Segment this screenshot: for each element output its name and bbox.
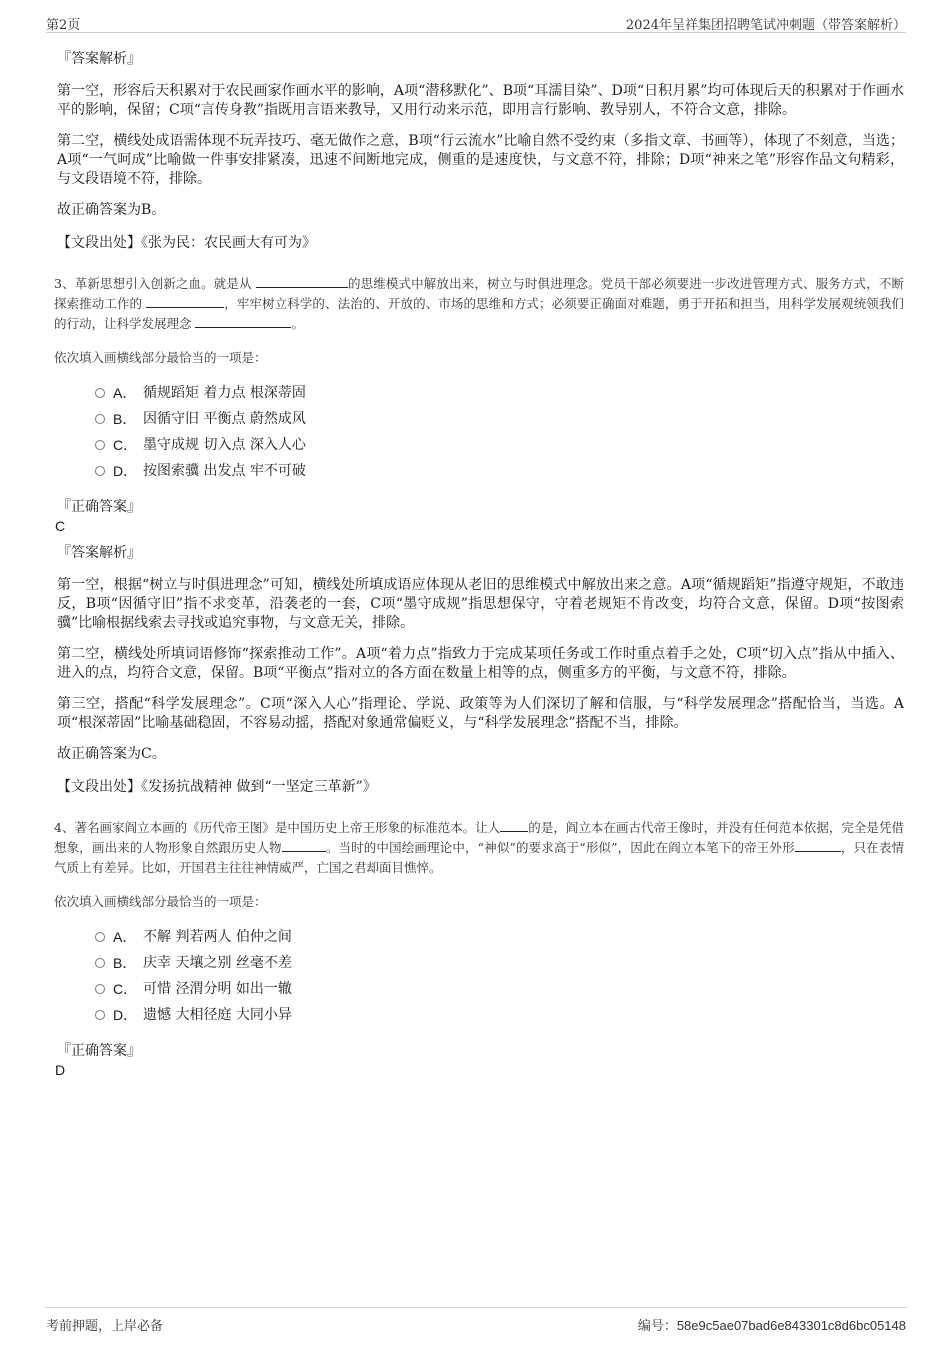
analysis-label: 『答案解析』 [57, 545, 141, 561]
question-instruction: 依次填入画横线部分最恰当的一项是： [54, 350, 267, 365]
option-d[interactable]: D． 按图索骥 出发点 牢不可破 [95, 458, 904, 484]
conclusion-paragraph: 故正确答案为B。 [57, 202, 166, 218]
document-id [638, 1315, 906, 1334]
radio-icon[interactable] [95, 958, 105, 968]
answer-blank [195, 315, 291, 328]
document-id-value: 58e9c5ae07bad6e843301c8d6bc05148 [676, 1318, 906, 1333]
analysis-paragraph: 第二空，横线处所填词语修饰“探索推动工作”。A项“着力点”指致力于完成某项任务或工作时重点着手之处，C项“切入点”指从中插入、进入的点，均符合文意，保留。B项“平衡点”指对立的各方面在数量上相等的点，侧重多方的平衡，与文意不符，排除。 [57, 646, 904, 681]
answer-blank [146, 295, 224, 308]
correct-answer: C [55, 518, 66, 534]
option-c[interactable]: C． 可惜 泾渭分明 如出一辙 [95, 976, 904, 1002]
correct-answer-label: 『正确答案』 [57, 499, 141, 515]
option-a[interactable]: A． 循规蹈矩 着力点 根深蒂固 [95, 380, 904, 406]
answer-blank [795, 839, 841, 852]
question-instruction: 依次填入画横线部分最恰当的一项是： [54, 894, 267, 909]
option-list [95, 924, 904, 1028]
analysis-paragraph: 第二空，横线处成语需体现不玩弄技巧、毫无做作之意，B项“行云流水”比喻自然不受约束（多指文章、书画等），体现了不刻意，当选；A项“一气呵成”比喻做一件事安排紧凑，迅速不间断地完成，侧重的是速度快，与文意不符，排除；D项“神来之笔”形容作品文句精彩，与文段语境不符，排除。 [57, 133, 904, 187]
radio-icon[interactable] [95, 440, 105, 450]
option-list [95, 380, 904, 484]
answer-blank [500, 819, 528, 832]
analysis-paragraph: 第三空，搭配“科学发展理念”。C项“深入人心”指理论、学说、政策等为人们深切了解和信服，与“科学发展理念”搭配恰当，当选。A项“根深蒂固”比喻基础稳固，不容易动摇，搭配对象通常偏贬义，与“科学发展理念”搭配不当，排除。 [57, 696, 904, 731]
question-stem-3: 3、革新思想引入创新之血。就是从 的思维模式中解放出来，树立与时俱进理念。党员干部必须要进一步改进管理方式、服务方式，不断探索推动工作的 ，牢牢树立科学的、法治的、开放的、市场的思维和方式；必须要正确面对难题，勇于开拓和担当，用科学发展观统领我们的行动，让科学发展理念 。 [54, 276, 904, 331]
radio-icon[interactable] [95, 388, 105, 398]
source-citation: 【文段出处】《张为民：农民画大有可为》 [57, 235, 316, 251]
document-id-label: 编号： [637, 1319, 677, 1334]
option-d[interactable]: D． 遗憾 大相径庭 大同小异 [95, 1002, 904, 1028]
radio-icon[interactable] [95, 414, 105, 424]
document-title: 2024年呈祥集团招聘笔试冲刺题（带答案解析） [625, 18, 906, 33]
analysis-label: 『答案解析』 [57, 51, 141, 67]
source-citation: 【文段出处】《发扬抗战精神 做到“一坚定三革新”》 [57, 779, 377, 795]
radio-icon[interactable] [95, 466, 105, 476]
conclusion-paragraph: 故正确答案为C。 [57, 746, 166, 762]
option-a[interactable]: A． 不解 判若两人 伯仲之间 [95, 924, 904, 950]
page-header [46, 10, 906, 33]
correct-answer: D [55, 1062, 66, 1078]
question-stem-4: 4、著名画家阎立本画的《历代帝王图》是中国历史上帝王形象的标准范本。让人 的是，阎立本在画古代帝王像时，并没有任何范本依据，完全是凭借想象，画出来的人物形象自然跟历史人物 。当时的中国绘画理论中，“神似”的要求高于“形似”，因此在阎立本笔下的帝王外形 ，只在表情气质上有差异。比如，开国君主往往神情威严，亡国之君却面目憔悴。 [54, 820, 904, 875]
answer-blank [282, 839, 326, 852]
option-c[interactable]: C． 墨守成规 切入点 深入人心 [95, 432, 904, 458]
page-number: 第2页 [46, 18, 81, 33]
option-b[interactable]: B． 因循守旧 平衡点 蔚然成风 [95, 406, 904, 432]
analysis-paragraph: 第一空，形容后天积累对于农民画家作画水平的影响，A项“潜移默化”、B项“耳濡目染”、D项“日积月累”均可体现后天的积累对于作画水平的影响，保留；C项“言传身教”指既用言语来教导，又用行动来示范，即用言行影响、教导别人，不符合文意，排除。 [57, 83, 904, 118]
radio-icon[interactable] [95, 1010, 105, 1020]
analysis-paragraph: 第一空，根据“树立与时俱进理念”可知，横线处所填成语应体现从老旧的思维模式中解放出来之意。A项“循规蹈矩”指遵守规矩，不敢违反，B项“因循守旧”指不求变革，沿袭老的一套，C项“墨守成规”指思想保守，守着老规矩不肯改变，均符合文意，保留。D项“按图索骥”比喻根据线索去寻找或追究事物，与文意无关，排除。 [57, 577, 904, 631]
page-footer [46, 1307, 906, 1336]
option-b[interactable]: B． 庆幸 天壤之别 丝毫不差 [95, 950, 904, 976]
radio-icon[interactable] [95, 984, 105, 994]
footer-slogan: 考前押题，上岸必备 [46, 1319, 164, 1334]
radio-icon[interactable] [95, 932, 105, 942]
correct-answer-label: 『正确答案』 [57, 1043, 141, 1059]
answer-blank [256, 275, 348, 288]
document-body [54, 44, 904, 1086]
